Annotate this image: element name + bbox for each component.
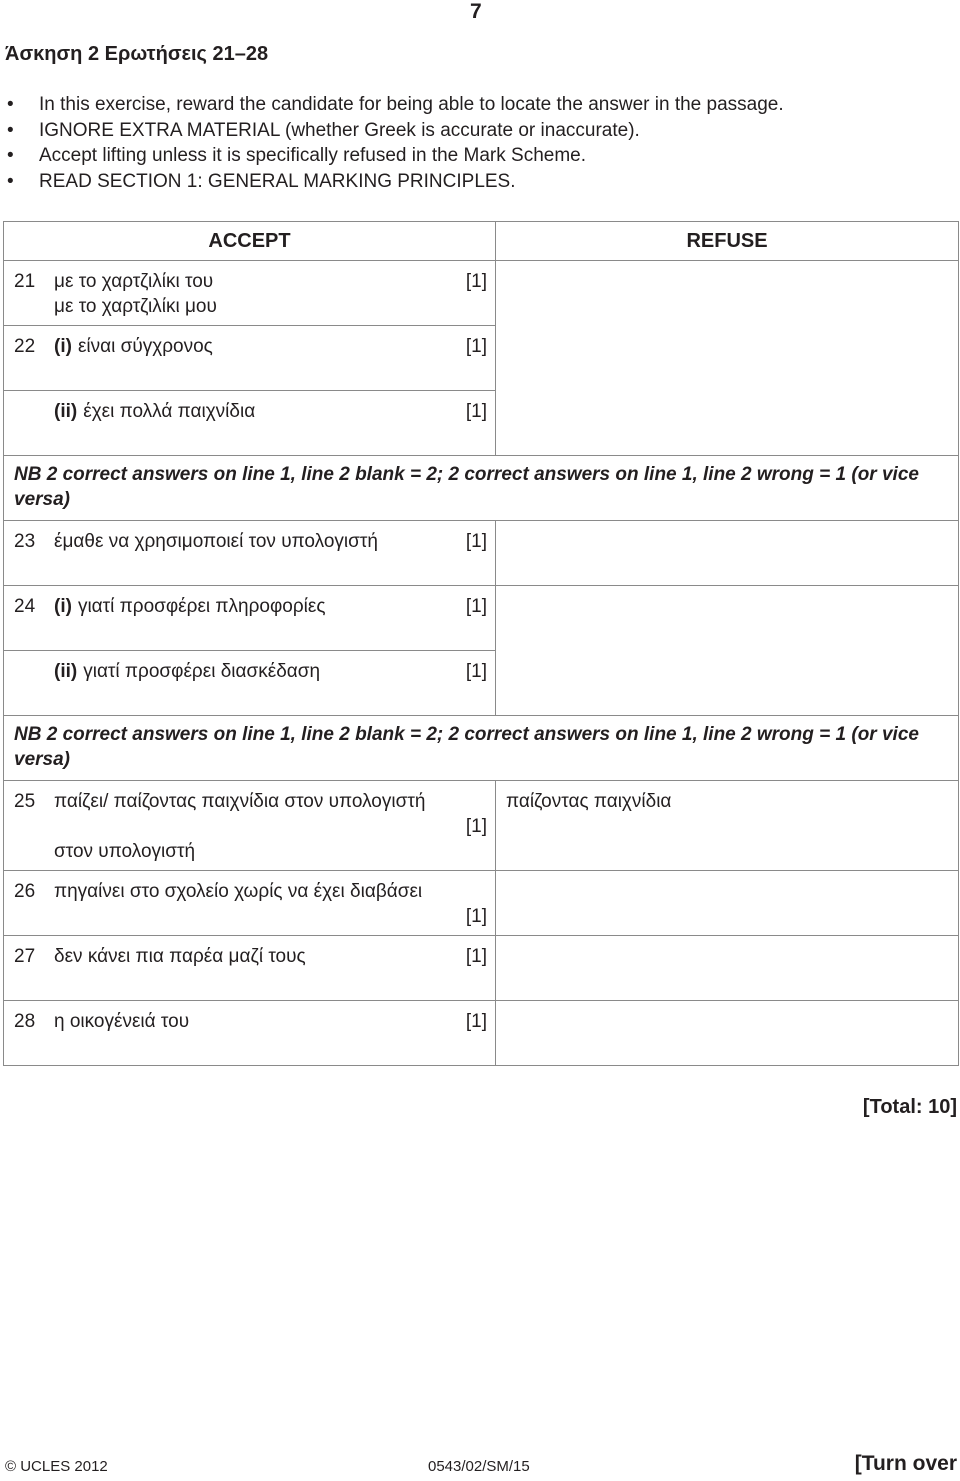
question-number: 21 [14, 271, 36, 292]
instruction-item: • IGNORE EXTRA MATERIAL (whether Greek is accurate or inaccurate). [5, 118, 784, 144]
q23-refuse [496, 521, 959, 586]
section-title: Άσκηση 2 Ερωτήσεις 21–28 [5, 43, 269, 65]
q22i-accept: 22 (i) είναι σύγχρονος [1] [4, 326, 496, 391]
mark-scheme-table [3, 221, 959, 1066]
q22ii-accept: (ii) έχει πολλά παιχνίδια [1] [4, 391, 496, 456]
question-number: 28 [14, 1011, 36, 1032]
instruction-item: • Accept lifting unless it is specifically refused in the Mark Scheme. [5, 143, 784, 169]
question-number: 27 [14, 946, 36, 967]
mark: [1] [465, 661, 487, 682]
q24-refuse [496, 586, 959, 716]
instruction-item: • READ SECTION 1: GENERAL MARKING PRINCIPLES. [5, 169, 784, 195]
instruction-item: • In this exercise, reward the candidate for being able to locate the answer in the passage. [5, 92, 784, 118]
question-number: 22 [14, 336, 36, 357]
total-marks: [Total: 10] [862, 1096, 957, 1118]
mark: [1] [465, 401, 487, 422]
q24ii-accept: (ii) γιατί προσφέρει διασκέδαση [1] [4, 651, 496, 716]
q25-refuse: παίζοντας παιχνίδια [496, 781, 959, 871]
bullet-icon: • [7, 94, 14, 115]
mark: [1] [465, 906, 487, 927]
page-number: 7 [470, 0, 482, 23]
q26-accept: 26 πηγαίνει στο σχολείο χωρίς να έχει διαβάσει [1] [4, 871, 496, 936]
paper-code: 0543/02/SM/15 [428, 1458, 530, 1475]
q27-refuse [496, 936, 959, 1001]
accept-header: ACCEPT [4, 222, 496, 261]
instruction-list [5, 92, 784, 194]
mark: [1] [465, 946, 487, 967]
bullet-icon: • [7, 119, 14, 141]
question-number: 23 [14, 531, 36, 552]
mark: [1] [465, 1011, 487, 1032]
bullet-icon: • [7, 170, 14, 192]
turn-over: [Turn over [854, 1452, 957, 1475]
q21-22-refuse [496, 261, 959, 456]
q26-refuse [496, 871, 959, 936]
mark: [1] [465, 596, 487, 617]
nb-note: NB 2 correct answers on line 1, line 2 blank = 2; 2 correct answers on line 1, line 2 wrong = 1 (or vice versa) [4, 716, 959, 781]
nb-note: NB 2 correct answers on line 1, line 2 blank = 2; 2 correct answers on line 1, line 2 wrong = 1 (or vice versa) [4, 456, 959, 521]
question-number: 24 [14, 596, 36, 617]
question-number: 26 [14, 881, 36, 902]
bullet-icon: • [7, 145, 14, 166]
q28-accept: 28 η οικογένειά του [1] [4, 1001, 496, 1066]
q23-accept: 23 έμαθε να χρησιμοποιεί τον υπολογιστή [1] [4, 521, 496, 586]
copyright: © UCLES 2012 [5, 1458, 108, 1475]
q28-refuse [496, 1001, 959, 1066]
mark: [1] [465, 336, 487, 357]
q24i-accept: 24 (i) γιατί προσφέρει πληροφορίες [1] [4, 586, 496, 651]
mark: [1] [465, 531, 487, 552]
q21-accept: 21 με το χαρτζιλίκι του με το χαρτζιλίκι μου [1] [4, 261, 496, 326]
q25-accept: 25 παίζει/ παίζοντας παιχνίδια στον υπολογιστή [1] στον υπολογιστή [4, 781, 496, 871]
q27-accept: 27 δεν κάνει πια παρέα μαζί τους [1] [4, 936, 496, 1001]
mark: [1] [465, 816, 487, 837]
mark: [1] [465, 271, 487, 292]
question-number: 25 [14, 791, 36, 812]
refuse-header: REFUSE [496, 222, 959, 261]
